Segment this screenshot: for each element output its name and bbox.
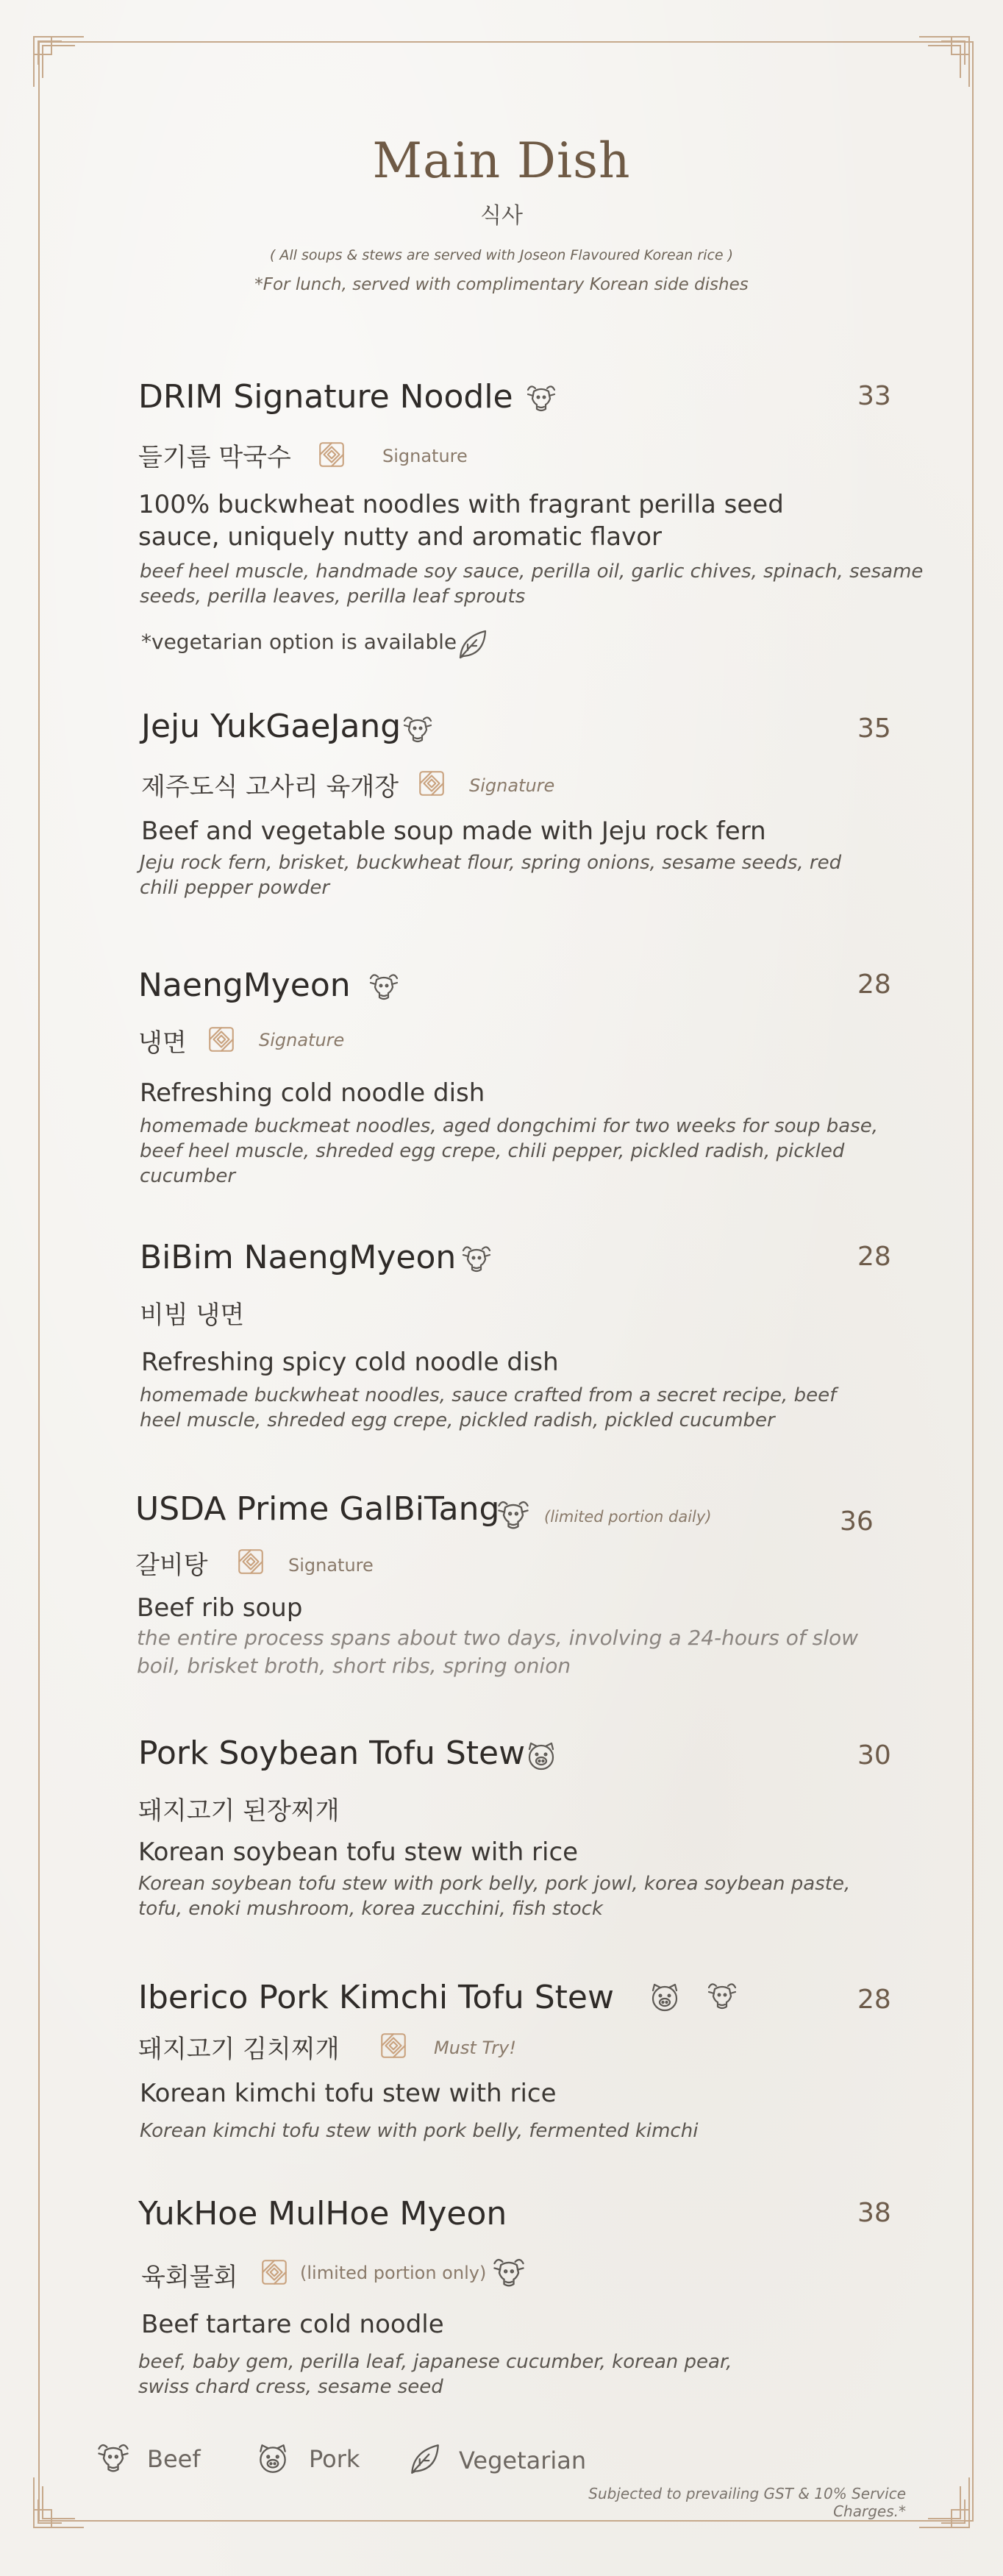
signature-icon (235, 1546, 266, 1577)
dish-price: 28 (857, 1985, 891, 2015)
corner-ornament (918, 2476, 971, 2529)
dish-name-korean: 육회물회 (141, 2263, 238, 2292)
dish-subtitle: Beef tartare cold noodle (141, 2310, 444, 2339)
vegetarian-icon (406, 2441, 443, 2477)
limited-portion-note: (limited portion only) (300, 2263, 487, 2283)
must-try-label: Must Try! (434, 2038, 516, 2058)
page-title: Main Dish (372, 132, 631, 189)
corner-ornament (32, 2476, 85, 2529)
dish-subtitle: Korean kimchi tofu stew with rice (140, 2079, 557, 2108)
beef-icon (704, 1979, 740, 2014)
lunch-note: *For lunch, served with complimentary Korean side dishes (254, 275, 749, 294)
dish-subtitle: Beef rib soup (137, 1593, 303, 1623)
corner-ornament (918, 35, 971, 88)
legend-beef-label: Beef (147, 2445, 201, 2473)
signature-icon (316, 439, 347, 470)
dish-subtitle: Korean soybean tofu stew with rice (138, 1837, 579, 1867)
signature-label: Signature (259, 1030, 345, 1050)
dish-name-korean: 제주도식 고사리 육개장 (141, 772, 399, 802)
dish-name: Pork Soybean Tofu Stew (138, 1734, 526, 1772)
signature-label: Signature (469, 775, 555, 796)
dish-name: DRIM Signature Noodle (138, 378, 513, 416)
beef-icon (94, 2439, 132, 2477)
dish-subtitle: Beef and vegetable soup made with Jeju rock fern (141, 816, 766, 846)
dish-price: 38 (857, 2198, 891, 2228)
dish-description: Korean soybean tofu stew with pork belly, pork jowl, korea soybean paste, tofu, enoki mushroom, korea zucchini, fish stock (138, 1873, 851, 1920)
dish-price: 36 (840, 1506, 874, 1537)
dish-subtitle: Refreshing spicy cold noodle dish (141, 1348, 559, 1377)
dish-description: beef, baby gem, perilla leaf, japanese cucumber, korean pear, swiss chard cress, sesame seed (138, 2351, 732, 2398)
dish-price: 28 (857, 1242, 891, 1272)
dish-description: Korean kimchi tofu stew with pork belly, fermented kimchi (140, 2120, 699, 2142)
dish-name: YukHoe MulHoe Myeon (138, 2195, 507, 2232)
dish-description: Jeju rock fern, brisket, buckwheat flour, spring onions, sesame seeds, red chili pepper powder (140, 852, 842, 899)
dish-price: 28 (857, 969, 891, 1000)
dish-description: the entire process spans about two days, involving a 24-hours of slow boil, brisket broth, short ribs, spring onion (137, 1626, 859, 1678)
beef-icon (494, 1496, 532, 1534)
dish-name-korean: 돼지고기 된장찌개 (138, 1796, 340, 1826)
rice-note: ( All soups & stews are served with Joseon Flavoured Korean rice ) (269, 247, 734, 263)
dish-price: 30 (857, 1740, 891, 1771)
signature-icon (378, 2030, 409, 2061)
legend-pork-label: Pork (309, 2445, 360, 2473)
dish-name: Iberico Pork Kimchi Tofu Stew (138, 1979, 614, 2016)
beef-icon (459, 1242, 494, 1277)
dish-name-korean: 갈비탕 (135, 1551, 208, 1580)
dish-name-korean: 돼지고기 김치찌개 (138, 2035, 340, 2064)
signature-label: Signature (288, 1555, 374, 1576)
dish-description: beef heel muscle, handmade soy sauce, perilla oil, garlic chives, spinach, sesame seeds, perilla leaves, perilla leaf sprouts (140, 561, 924, 608)
beef-icon (400, 712, 435, 747)
dish-description: homemade buckmeat noodles, aged dongchimi for two weeks for soup base, beef heel muscle, shreded egg crepe, chili pepper, pickled radish, pickled cucumber (140, 1115, 879, 1187)
pork-icon (647, 1980, 682, 2015)
legend-vegetarian-label: Vegetarian (459, 2447, 587, 2474)
beef-icon (524, 381, 559, 416)
page-title-korean: 식사 (480, 203, 523, 229)
vegetarian-icon (454, 627, 490, 662)
dish-name-korean: 들기름 막국수 (138, 443, 291, 472)
signature-label: Signature (382, 446, 468, 466)
dish-subtitle: Refreshing cold noodle dish (140, 1078, 485, 1108)
corner-ornament (32, 35, 85, 88)
dish-name: USDA Prime GalBiTang (135, 1490, 500, 1528)
beef-icon (490, 2254, 528, 2292)
dish-subtitle: 100% buckwheat noodles with fragrant perilla seed sauce, uniquely nutty and aromatic flavor (138, 490, 784, 552)
service-charge-note: Subjected to prevailing GST & 10% Service Charges.* (588, 2485, 906, 2520)
signature-icon (259, 2257, 290, 2288)
dish-description: homemade buckwheat noodles, sauce crafted from a secret recipe, beef heel muscle, shreded egg crepe, pickled radish, pickled cucumber (140, 1384, 837, 1431)
dish-name-korean: 비빔 냉면 (140, 1301, 245, 1330)
signature-icon (416, 768, 447, 799)
dish-name-korean: 냉면 (138, 1028, 187, 1058)
beef-icon (366, 969, 401, 1005)
dish-name: NaengMyeon (138, 967, 351, 1004)
pork-icon (524, 1739, 559, 1774)
vegetarian-option-note: *vegetarian option is available (141, 630, 457, 654)
dish-name: BiBim NaengMyeon (140, 1239, 457, 1276)
dish-name: Jeju YukGaeJang (141, 708, 401, 745)
pork-icon (254, 2441, 291, 2477)
limited-portion-note: (limited portion daily) (544, 1508, 712, 1526)
dish-price: 35 (857, 714, 891, 744)
dish-price: 33 (857, 381, 891, 411)
signature-icon (206, 1024, 237, 1055)
